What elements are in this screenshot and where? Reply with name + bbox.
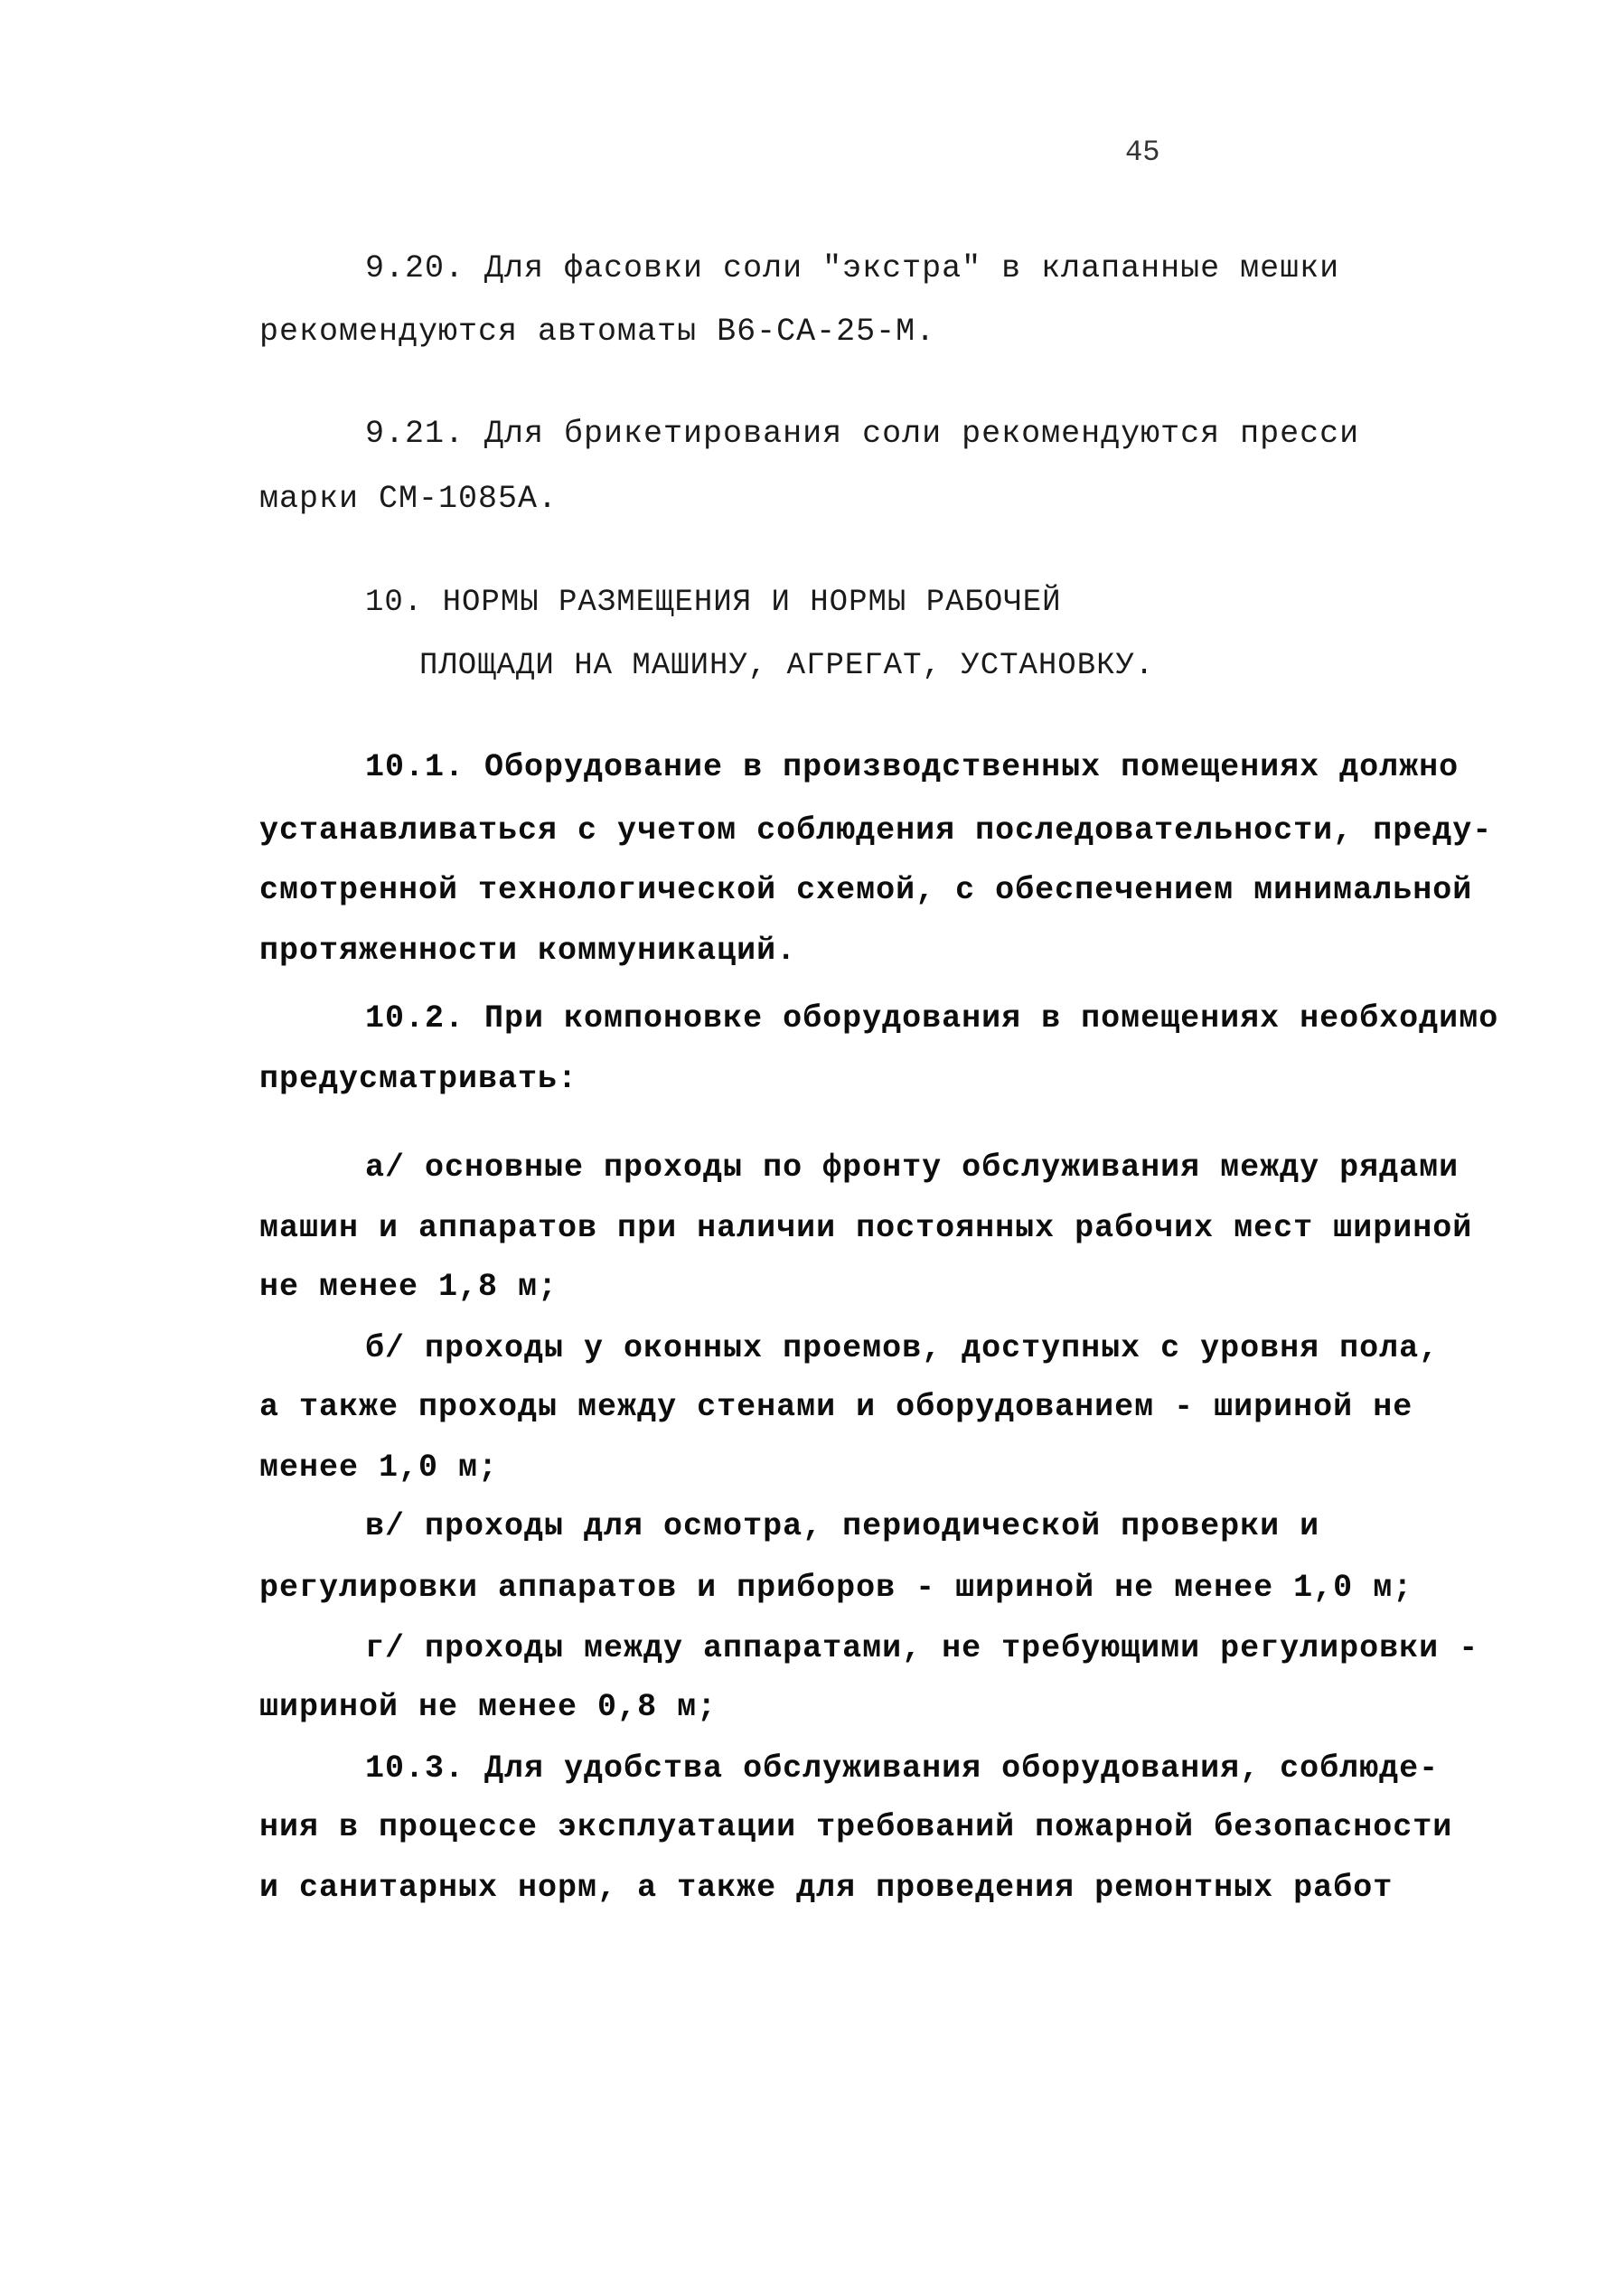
paragraph-9-21-line-1: 9.21. Для брикетирования соли рекомендуются пресси (365, 416, 1360, 452)
item-a-line-2: машин и аппаратов при наличии постоянных рабочих мест шириной (259, 1210, 1473, 1246)
item-g-line-1: г/ проходы между аппаратами, не требующими регулировки - (365, 1630, 1479, 1666)
page-number: 45 (1125, 136, 1160, 169)
paragraph-9-20-line-1: 9.20. Для фасовки соли "экстра" в клапанные мешки (365, 250, 1340, 286)
item-b-line-3: менее 1,0 м; (259, 1449, 499, 1486)
item-a-line-3: не менее 1,8 м; (259, 1269, 559, 1305)
paragraph-10-1-line-4: протяженности коммуникаций. (259, 933, 797, 969)
item-b-line-2: а также проходы между стенами и оборудованием - шириной не (259, 1389, 1413, 1425)
paragraph-10-3-line-1: 10.3. Для удобства обслуживания оборудования, соблюде- (365, 1750, 1440, 1787)
paragraph-10-1-line-1: 10.1. Оборудование в производственных помещениях должно (365, 749, 1460, 785)
item-v-line-2: регулировки аппаратов и приборов - шириной не менее 1,0 м; (259, 1570, 1413, 1606)
item-v-line-1: в/ проходы для осмотра, периодической проверки и (365, 1508, 1320, 1544)
item-g-line-2: шириной не менее 0,8 м; (259, 1689, 718, 1725)
item-a-line-1: а/ основные проходы по фронту обслуживания между рядами (365, 1149, 1460, 1186)
item-b-line-1: б/ проходы у оконных проемов, доступных с уровня пола, (365, 1330, 1440, 1366)
paragraph-10-2-line-1: 10.2. При компоновке оборудования в помещениях необходимо (365, 1000, 1499, 1037)
paragraph-10-1-line-3: смотренной технологической схемой, с обеспечением минимальной (259, 872, 1473, 908)
paragraph-9-21-line-2: марки СМ-1085А. (259, 481, 559, 517)
paragraph-10-2-line-2: предусматривать: (259, 1061, 578, 1097)
paragraph-9-20-line-2: рекомендуются автоматы В6-СА-25-М. (259, 314, 936, 350)
paragraph-10-1-line-2: устанавливаться с учетом соблюдения последовательности, преду- (259, 812, 1493, 849)
section-10-heading-line-1: 10. НОРМЫ РАЗМЕЩЕНИЯ И НОРМЫ РАБОЧЕЙ (365, 586, 1062, 620)
paragraph-10-3-line-3: и санитарных норм, а также для проведения ремонтных работ (259, 1870, 1394, 1906)
paragraph-10-3-line-2: ния в процессе эксплуатации требований пожарной безопасности (259, 1809, 1453, 1845)
section-10-heading-line-2: ПЛОЩАДИ НА МАШИНУ, АГРЕГАТ, УСТАНОВКУ. (419, 649, 1155, 683)
